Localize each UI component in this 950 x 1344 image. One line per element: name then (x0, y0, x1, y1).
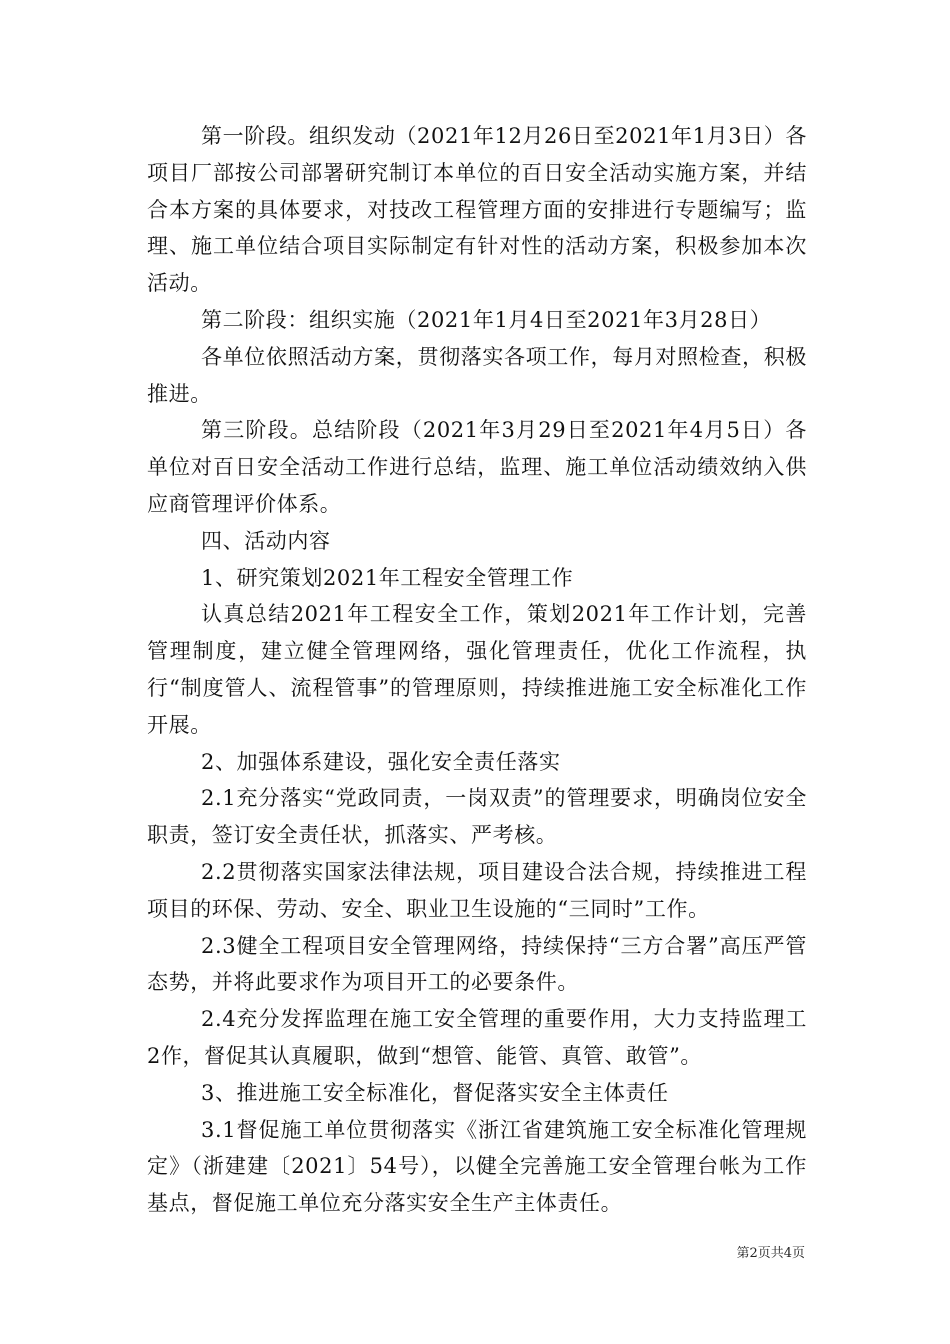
paragraph-2-4: 2.4充分发挥监理在施工安全管理的重要作用，大力支持监理工2作，督促其认真履职，做到“想管、能管、真管、敢管”。 (147, 1007, 807, 1068)
subheading-3: 3、推进施工安全标准化，督促落实安全主体责任 (201, 1080, 669, 1105)
subheading-1: 1、研究策划2021年工程安全管理工作 (201, 565, 574, 590)
paragraph-stage-one: 第一阶段。组织发动（2021年12月26日至2021年1月3日）各项目厂部按公司部署研究制订本单位的百日安全活动实施方案，并结合本方案的具体要求，对技改工程管理方面的安排进行专题编写；监理、施工单位结合项目实际制定有针对性的活动方案，积极参加本次活动。 (147, 124, 807, 296)
paragraph-2-1: 2.1充分落实“党政同责，一岗双责”的管理要求，明确岗位安全职责，签订安全责任状，抓落实、严考核。 (147, 786, 807, 848)
paragraph-stage-two: 第二阶段：组织实施（2021年1月4日至2021年3月28日） (201, 307, 772, 332)
paragraph-1-body: 认真总结2021年工程安全工作，策划2021年工作计划，完善管理制度，建立健全管理网络，强化管理责任，优化工作流程，执行“制度管人、流程管事”的管理原则，持续推进施工安全标准化工作开展。 (147, 602, 807, 737)
paragraph-2-2: 2.2贯彻落实国家法律法规，项目建设合法合规，持续推进工程项目的环保、劳动、安全、职业卫生设施的“三同时”工作。 (147, 859, 807, 921)
section-heading-activities: 四、活动内容 (201, 528, 331, 553)
paragraph-2-3: 2.3健全工程项目安全管理网络，持续保持“三方合署”高压严管态势，并将此要求作为项目开工的必要条件。 (147, 933, 807, 995)
page-number-footer: 第2页共4页 (736, 1246, 805, 1261)
paragraph-stage-three: 第三阶段。总结阶段（2021年3月29日至2021年4月5日）各单位对百日安全活动工作进行总结，监理、施工单位活动绩效纳入供应商管理评价体系。 (147, 418, 807, 516)
paragraph-stage-two-body: 各单位依照活动方案，贯彻落实各项工作，每月对照检查，积极推进。 (147, 344, 807, 406)
subheading-2: 2、加强体系建设，强化安全责任落实 (201, 749, 561, 774)
document-body (147, 118, 807, 1222)
paragraph-3-1: 3.1督促施工单位贯彻落实《浙江省建筑施工安全标准化管理规定》（浙建建〔2021〕54号），以健全完善施工安全管理台帐为工作基点，督促施工单位充分落实安全生产主体责任。 (147, 1117, 807, 1216)
